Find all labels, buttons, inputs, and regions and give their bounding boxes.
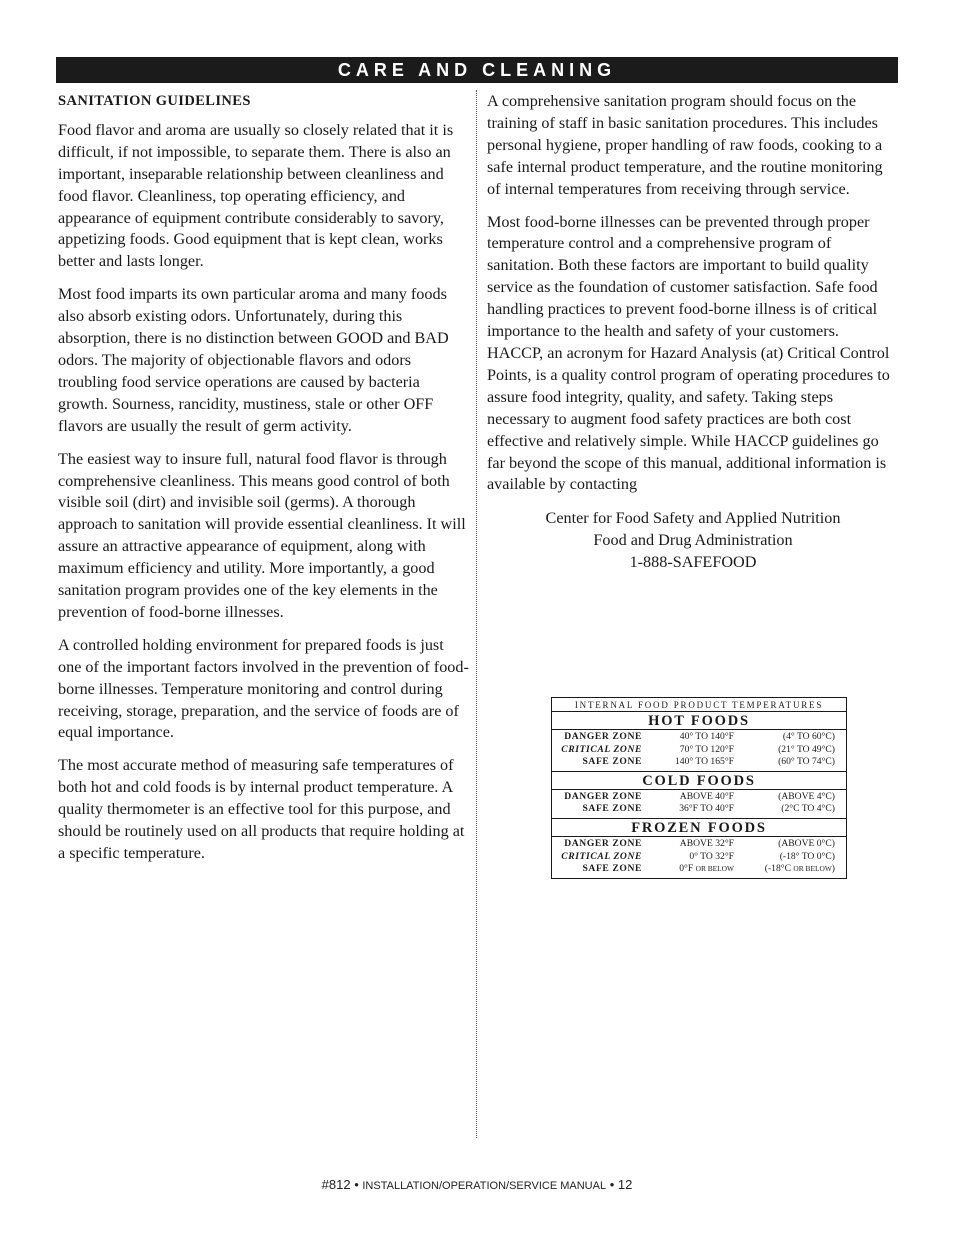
table-row <box>552 863 846 876</box>
fahrenheit-range <box>642 863 734 876</box>
fahrenheit-range: 36°F TO 40°F <box>679 803 734 815</box>
sanitation-heading: SANITATION GUIDELINES <box>58 93 251 109</box>
paragraph: The most accurate method of measuring safe temperatures of both hot and cold foods is by internal product temperature. A quality thermometer is an effective tool for this purpose, and should be routinely used on all products that require holding at a specific temperature. <box>58 756 465 862</box>
temp-qualifier: OR BELOW <box>695 864 734 874</box>
fahrenheit-range: ABOVE 40°F <box>679 790 734 802</box>
zone-label: CRITICAL ZONE <box>561 850 642 862</box>
fda-contact-block <box>487 507 899 573</box>
contact-phone: 1-888-SAFEFOOD <box>629 553 757 572</box>
paragraph: Most food imparts its own particular aroma and many foods also absorb existing odors. Unfortunately, during this absorption, there is no distinction between GOOD and BAD odors. The majority of objectionable flavors and odors troubling food service operations are caused by bacteria growth. Sourness, rancidity, mustiness, stale or other OFF flavors are usually the result of germ activity. <box>58 285 449 435</box>
temp-value: 0°F <box>679 863 694 875</box>
footer-bullet: • <box>609 1177 615 1192</box>
page-footer <box>0 1177 954 1192</box>
model-number: #812 <box>321 1177 351 1192</box>
column-divider <box>476 90 477 1138</box>
table-row <box>552 838 846 851</box>
manual-title: INSTALLATION/OPERATION/SERVICE MANUAL <box>362 1180 607 1192</box>
frozen-foods-heading: FROZEN FOODS <box>552 818 846 837</box>
section-header <box>56 57 898 83</box>
celsius-range: (21° TO 49°C) <box>778 743 835 755</box>
page-number: 12 <box>617 1177 633 1192</box>
paragraph: Most food-borne illnesses can be prevented through proper temperature control and a comprehensive program of sanitation. Both these factors are important to build quality service as the foundation of customer satisfaction. Safe food handling practices to prevent food-borne illness is of critical importance to the health and safety of your customers. HACCP, an acronym for Hazard Analysis (at) Critical Control Points, is a quality control program of operating procedures to assure food integrity, quality, and safety. Taking steps necessary to augment food safety practices are both cost effective and relatively simple. While HACCP guidelines go far beyond the scope of this manual, additional information is available by contacting <box>487 212 890 494</box>
table-row <box>552 756 846 769</box>
paragraph: A controlled holding environment for prepared foods is just one of the important factors involved in the prevention of food-borne illnesses. Temperature monitoring and control during receiving, storage, preparation, and the service of foods are of equal importance. <box>58 635 469 742</box>
table-row <box>552 803 846 816</box>
fahrenheit-range: 70° TO 120°F <box>679 743 734 755</box>
table-title: INTERNAL FOOD PRODUCT TEMPERATURES <box>552 698 846 712</box>
hot-foods-rows <box>552 730 846 771</box>
celsius-range: (ABOVE 0°C) <box>778 837 835 849</box>
section-title: CARE AND CLEANING <box>337 60 617 80</box>
table-row <box>552 791 846 804</box>
contact-line: Food and Drug Administration <box>593 531 793 550</box>
contact-line: Center for Food Safety and Applied Nutrition <box>545 509 841 528</box>
cold-foods-rows <box>552 790 846 818</box>
celsius-range <box>734 863 835 876</box>
fahrenheit-range: 0° TO 32°F <box>689 850 734 862</box>
cold-foods-heading: COLD FOODS <box>552 771 846 790</box>
paragraph: The easiest way to insure full, natural food flavor is through comprehensive cleanliness. This means good control of both visible soil (dirt) and invisible soil (germs). A thorough approach to sanitation will provide essential cleanliness. It will assure an attractive appearance of equipment, along with maximum efficiency and utility. More importantly, a good sanitation program provides one of the key elements in the prevention of food-borne illnesses. <box>58 449 466 621</box>
footer-bullet: • <box>354 1177 359 1192</box>
zone-label: SAFE ZONE <box>582 803 642 815</box>
temperature-table <box>551 697 847 879</box>
zone-label: DANGER ZONE <box>564 731 642 742</box>
zone-label: SAFE ZONE <box>582 756 642 768</box>
fahrenheit-range: 140° TO 165°F <box>674 756 734 768</box>
fahrenheit-range: 40° TO 140°F <box>679 731 734 742</box>
hot-foods-heading: HOT FOODS <box>552 712 846 730</box>
temp-value: (-18°C <box>764 863 791 875</box>
closing-paren: ) <box>831 863 835 875</box>
celsius-range: (ABOVE 4°C) <box>778 790 835 802</box>
zone-label: DANGER ZONE <box>564 790 642 802</box>
celsius-range: (-18° TO 0°C) <box>779 850 835 862</box>
table-row <box>552 744 846 757</box>
celsius-range: (2°C TO 4°C) <box>781 803 835 815</box>
paragraph: Food flavor and aroma are usually so closely related that it is difficult, if not impossible, to separate them. There is also an important, inseparable relationship between cleanliness and food flavor. Cleanliness, top operating efficiency, and appearance of equipment contribute considerably to savory, appetizing foods. Good equipment that is kept clean, works better and lasts longer. <box>58 120 454 271</box>
paragraph: A comprehensive sanitation program should focus on the training of staff in basic sanitation procedures. This includes personal hygiene, proper handling of raw foods, cooking to a safe internal product temperature, and the routine monitoring of internal temperatures from receiving through service. <box>487 92 883 198</box>
right-column <box>487 91 899 573</box>
left-column <box>58 91 470 876</box>
table-row <box>552 731 846 744</box>
table-row <box>552 851 846 864</box>
temp-qualifier: OR BELOW <box>793 864 832 874</box>
celsius-range: (60° TO 74°C) <box>778 756 835 768</box>
frozen-foods-rows <box>552 837 846 878</box>
zone-label: DANGER ZONE <box>564 837 642 849</box>
fahrenheit-range: ABOVE 32°F <box>679 837 734 849</box>
celsius-range: (4° TO 60°C) <box>782 731 835 742</box>
zone-label: CRITICAL ZONE <box>561 743 642 755</box>
zone-label: SAFE ZONE <box>582 863 642 875</box>
